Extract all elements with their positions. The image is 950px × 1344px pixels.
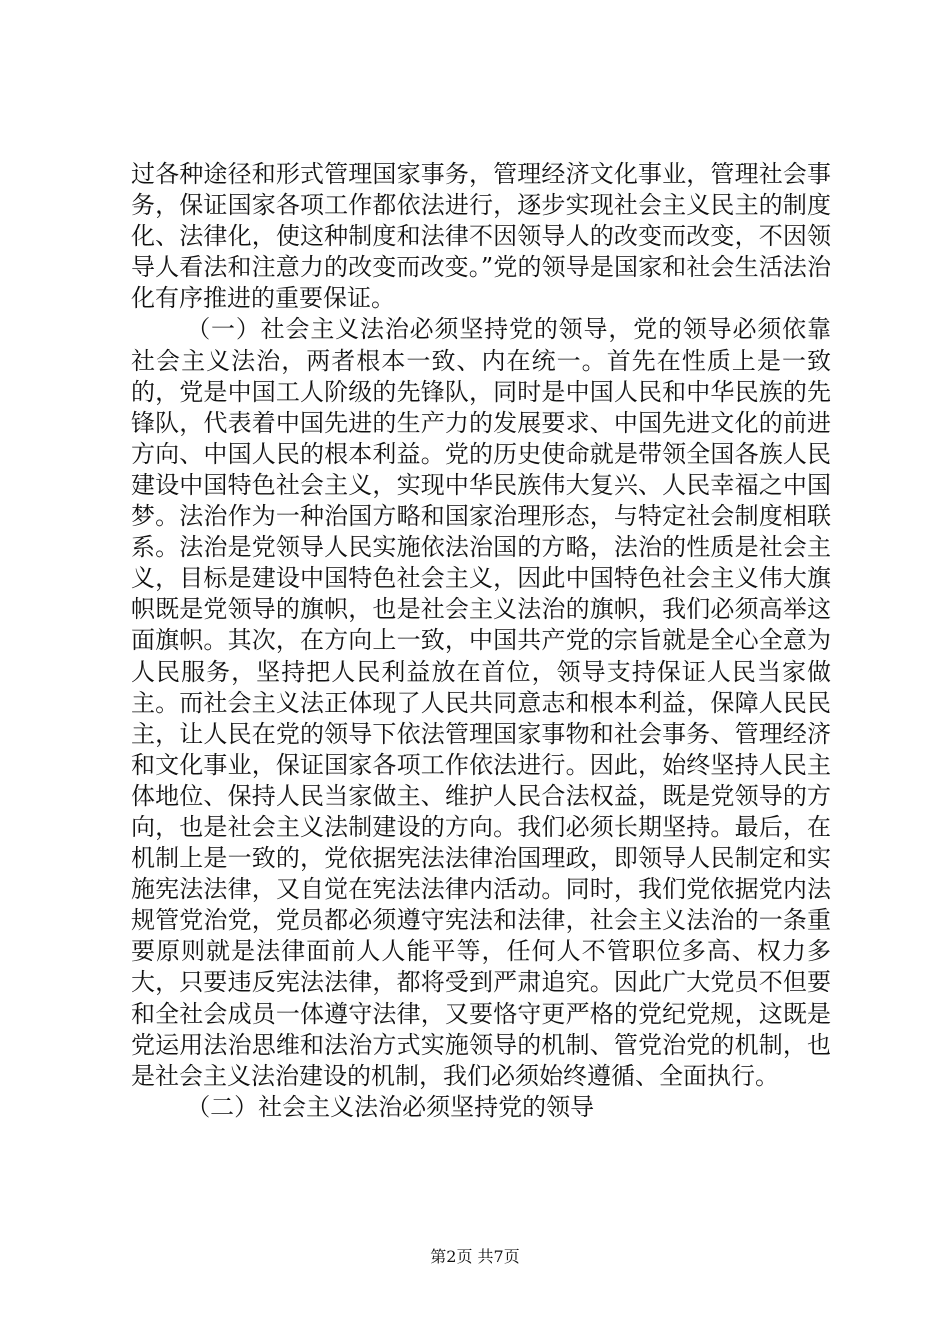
document-body [131, 159, 831, 1123]
paragraph-continuation: 过各种途径和形式管理国家事务，管理经济文化事业，管理社会事务，保证国家各项工作都依法进行，逐步实现社会主义民主的制度化、法律化，使这种制度和法律不因领导人的改变而改变，不因领导人看法和注意力的改变而改变。”党的领导是国家和社会生活法治化有序推进的重要保证。 [131, 160, 831, 313]
page-footer: 第2页 共7页 [430, 1247, 520, 1266]
paragraph-section-one: （一）社会主义法治必须坚持党的领导，党的领导必须依靠社会主义法治，两者根本一致、内在统一。首先在性质上是一致的，党是中国工人阶级的先锋队，同时是中国人民和中华民族的先锋队，代表着中国先进的生产力的发展要求、中国先进文化的前进方向、中国人民的根本利益。党的历史使命就是带领全国各族人民建设中国特色社会主义，实现中华民族伟大复兴、人民幸福之中国梦。法治作为一种治国方略和国家治理形态，与特定社会制度相联系。法治是党领导人民实施依法治国的方略，法治的性质是社会主义，目标是建设中国特色社会主义，因此中国特色社会主义伟大旗帜既是党领导的旗帜，也是社会主义法治的旗帜，我们必须高举这面旗帜。其次，在方向上一致，中国共产党的宗旨就是全心全意为人民服务，坚持把人民利益放在首位，领导支持保证人民当家做主。而社会主义法正体现了人民共同意志和根本利益，保障人民民主，让人民在党的领导下依法管理国家事物和社会事务、管理经济和文化事业，保证国家各项工作依法进行。因此，始终坚持人民主体地位、保持人民当家做主、维护人民合法权益，既是党领导的方向，也是社会主义法制建设的方向。我们必须长期坚持。最后，在机制上是一致的，党依据宪法法律治国理政，即领导人民制定和实施宪法法律，又自觉在宪法法律内活动。同时，我们党依据党内法规管党治党，党员都必须遵守宪法和法律，社会主义法治的一条重要原则就是法律面前人人能平等，任何人不管职位多高、权力多大，只要违反宪法法律，都将受到严肃追究。因此广大党员不但要和全社会成员一体遵守法律，又要恪守更严格的党纪党规，这既是党运用法治思维和法治方式实施领导的机制、管党治党的机制，也是社会主义法治建设的机制，我们必须始终遵循、全面执行。 [131, 315, 831, 1090]
section-heading-two: （二）社会主义法治必须坚持党的领导 [186, 1092, 595, 1121]
